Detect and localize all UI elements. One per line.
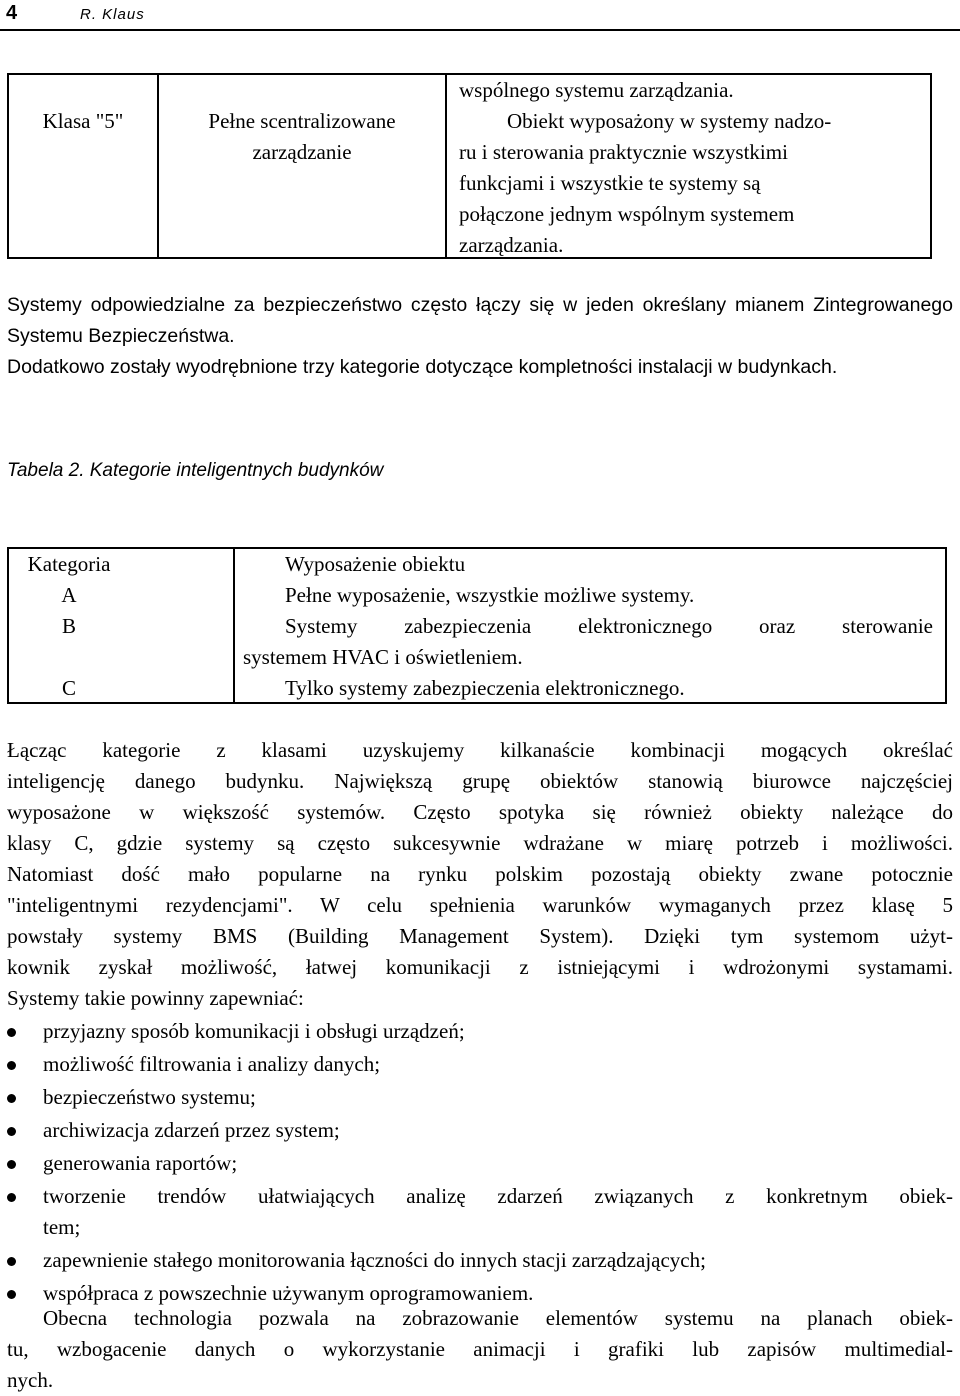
- list-item: [7, 1115, 953, 1146]
- list-item: [7, 1148, 953, 1179]
- management-text: Pełne scentralizowane zarządzanie: [208, 109, 396, 164]
- running-head-author: R. Klaus: [80, 6, 145, 23]
- body-line: wyposażone w większość systemów. Często spotyka się również obiekty należące do: [7, 800, 953, 824]
- closing-line: nych.: [7, 1368, 54, 1392]
- class-table: [7, 73, 932, 259]
- table-row-value: Tylko systemy zabezpieczenia elektronicznego.: [285, 676, 685, 700]
- body-line: inteligencję danego budynku. Największą grupę obiektów stanowią biurowce najczęściej: [7, 769, 953, 793]
- table-row-key: C: [61, 676, 76, 700]
- table-row-value-continuation: systemem HVAC i oświetleniem.: [243, 645, 523, 669]
- list-item-text: archiwizacja zdarzeń przez system;: [43, 1118, 340, 1142]
- description-line: Obiekt wyposażony w systemy nadzo-: [507, 109, 832, 133]
- list-item-text: współpraca z powszechnie używanym oprogramowaniem.: [43, 1281, 534, 1305]
- bullet-icon: [7, 1127, 16, 1136]
- list-item-text: bezpieczeństwo systemu;: [43, 1085, 256, 1109]
- body-line: Systemy takie powinny zapewniać:: [7, 986, 304, 1010]
- list-item-text: zapewnienie stałego monitorowania łączności do innych stacji zarządzających;: [43, 1248, 706, 1272]
- body-line: Natomiast dość mało popularne na rynku polskim pozostają obiekty zwane potocznie: [7, 862, 953, 886]
- table-header-value: Wyposażenie obiektu: [285, 552, 466, 576]
- class-label-cell: [9, 75, 159, 257]
- list-item-text: przyjazny sposób komunikacji i obsługi urządzeń;: [43, 1019, 465, 1043]
- table-header-key: Kategoria: [27, 552, 111, 576]
- table-row-value: Pełne wyposażenie, wszystkie możliwe systemy.: [285, 583, 695, 607]
- list-item: [7, 1016, 953, 1047]
- list-item: [7, 1049, 953, 1080]
- description-line: funkcjami i wszystkie te systemy są: [459, 171, 761, 195]
- description-line: wspólnego systemu zarządzania.: [459, 78, 734, 102]
- page-number: 4: [6, 2, 18, 24]
- body-line: Łącząc kategorie z klasami uzyskujemy kilkanaście kombinacji mogących określać: [7, 738, 953, 762]
- table-row-key: A: [61, 583, 77, 607]
- list-item: [7, 1181, 953, 1243]
- bullet-icon: [7, 1193, 16, 1202]
- bullet-icon: [7, 1290, 16, 1299]
- bullet-icon: [7, 1160, 16, 1169]
- table-caption: Tabela 2. Kategorie inteligentnych budynków: [7, 460, 384, 481]
- list-item-text: generowania raportów;: [43, 1151, 238, 1175]
- header-rule: [0, 29, 960, 31]
- description-line: połączone jednym wspólnym systemem: [459, 202, 795, 226]
- feature-bullet-list: [7, 1013, 953, 1309]
- categories-table: [7, 547, 947, 704]
- list-item-text: tworzenie trendów ułatwiających analizę zdarzeń związanych z konkretnym obiek-: [43, 1184, 953, 1208]
- list-item: [7, 1082, 953, 1113]
- body-line: klasy C, gdzie systemy są często sukcesywnie wdrażane w miarę potrzeb i możliwości.: [7, 831, 953, 855]
- closing-line: tu, wzbogacenie danych o wykorzystanie animacji i grafiki lub zapisów multimedial-: [7, 1337, 953, 1361]
- paragraph-integrated-systems: Systemy odpowiedzialne za bezpieczeństwo często łączy się w jeden określany mianem Zintegrowanego Systemu Bezpieczeństwa.: [7, 294, 953, 347]
- body-line: powstały systemy BMS (Building Management System). Dzięki tym systemom użyt-: [7, 924, 953, 948]
- description-cell: [447, 75, 930, 257]
- closing-line: Obecna technologia pozwala na zobrazowanie elementów systemu na planach obiek-: [43, 1306, 953, 1330]
- management-cell: [159, 75, 447, 257]
- description-line: ru i sterowania praktycznie wszystkimi: [459, 140, 788, 164]
- list-item-text: możliwość filtrowania i analizy danych;: [43, 1052, 381, 1076]
- body-line: "inteligentnymi rezydencjami". W celu spełnienia warunków wymaganych przez klasę 5: [7, 893, 953, 917]
- class-label: Klasa "5": [42, 109, 124, 133]
- table-row-key: B: [61, 614, 76, 638]
- list-item: [7, 1245, 953, 1276]
- table-column-divider: [233, 549, 235, 702]
- running-header: [0, 0, 960, 30]
- description-line: zarządzania.: [459, 233, 564, 257]
- bullet-icon: [7, 1257, 16, 1266]
- bullet-icon: [7, 1061, 16, 1070]
- paragraph-three-categories: Dodatkowo zostały wyodrębnione trzy kategorie dotyczące kompletności instalacji w budynkach.: [7, 356, 838, 378]
- bullet-icon: [7, 1028, 16, 1037]
- list-item-text-continuation: tem;: [43, 1215, 81, 1239]
- body-line: kownik zyskał możliwość, łatwej komunikacji z istniejącymi i wdrożonymi systamami.: [7, 955, 953, 979]
- bullet-icon: [7, 1094, 16, 1103]
- table-row-value: Systemy zabezpieczenia elektronicznego oraz sterowanie: [285, 614, 933, 638]
